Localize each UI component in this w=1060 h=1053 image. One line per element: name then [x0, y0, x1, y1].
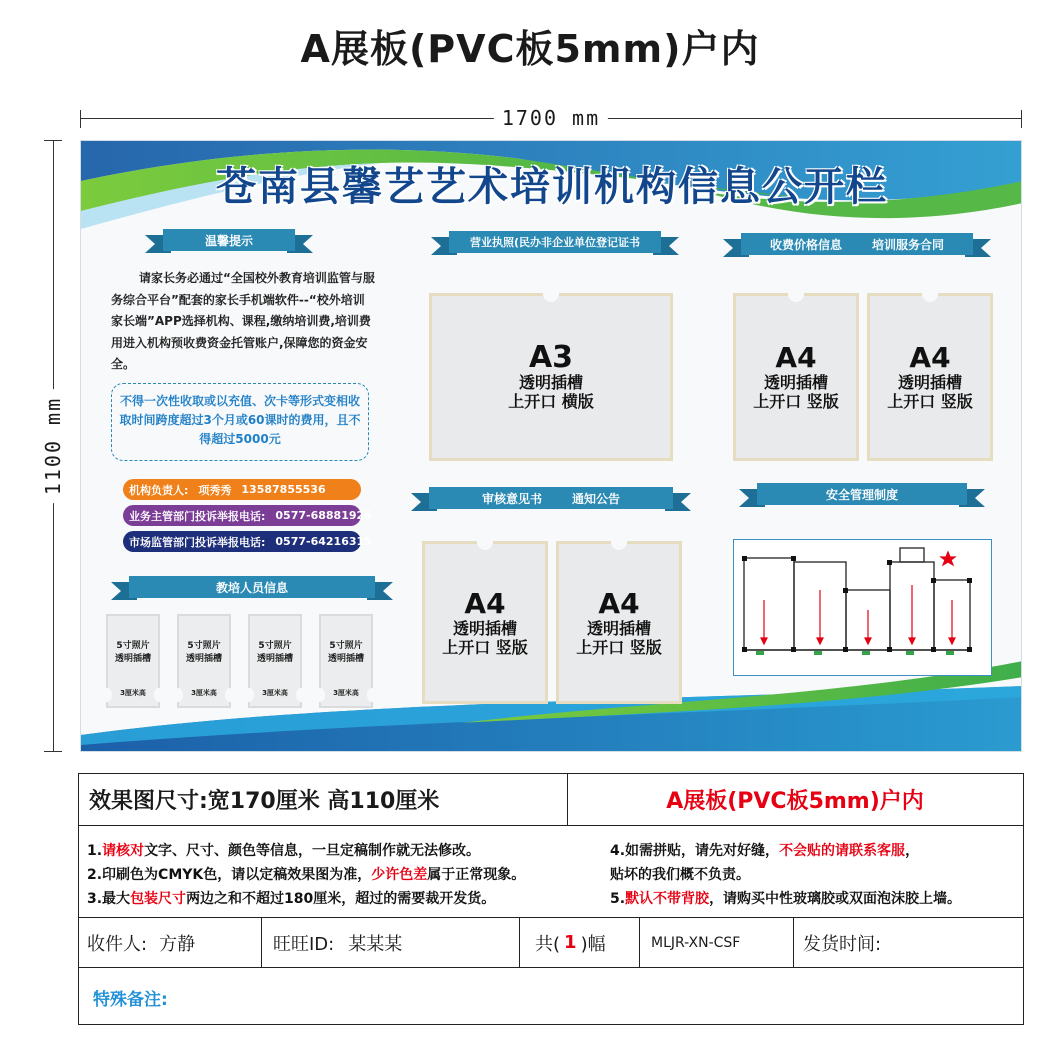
note-line-2 [87, 864, 525, 884]
note-line-1 [87, 840, 480, 860]
note-text: 3.最大 [87, 891, 131, 907]
wangwang-label: 旺旺ID: [273, 933, 335, 955]
fees-a4-slot: A4 透明插槽 上开口 竖版 [733, 293, 859, 461]
review-ribbon [429, 487, 673, 509]
recipient-value: 方静 [159, 933, 196, 955]
contact-business-phone: 0577-68881926 [275, 509, 372, 522]
order-info-table [78, 773, 1024, 1025]
teacher-photo-slot: 5寸照片 透明插槽 3厘米高 [106, 614, 160, 708]
contact-market-phone: 0577-64216315 [275, 535, 372, 548]
safety-heading: 安全管理制度 [757, 483, 967, 505]
width-dimension [80, 108, 1022, 130]
safety-ribbon [757, 483, 967, 505]
fee-rule-box: 不得一次性收取或以充值、次卡等形式变相收取时间跨度超过3个月或60课时的费用，且不得超过5000元 [111, 383, 369, 461]
ship-time-label: 发货时间: [803, 933, 882, 955]
license-heading: 营业执照(民办非企业单位登记证书 [449, 231, 661, 253]
teacher-photo-slot: 5寸照片 透明插槽 3厘米高 [248, 614, 302, 708]
info-row-notes [79, 826, 1023, 918]
height-dimension [42, 140, 64, 752]
note-highlight: 包装尺寸 [130, 891, 187, 907]
info-row-remarks [79, 968, 1023, 1026]
contact-owner-phone: 13587855536 [241, 483, 326, 496]
note-highlight: 不会贴的请联系客服 [779, 843, 906, 859]
wangwang-value: 某某某 [348, 933, 403, 955]
license-ribbon [449, 231, 661, 253]
fees-ribbon [741, 233, 973, 255]
product-code: MLJR-XN-CSF [651, 934, 741, 951]
floor-plan-drawing [734, 540, 990, 674]
contact-pill-owner [123, 479, 361, 500]
effect-size-text: 效果图尺寸:宽170厘米 高110厘米 [89, 789, 440, 814]
tips-paragraph: 请家长务必通过“全国校外教育培训监管与服务综合平台”配套的家长手机端软件--“校外培训家长端”APP选择机构、课程,缴纳培训费,培训费用进入机构预收费资金托管账户,保障您的资金安全。 [111, 271, 375, 371]
note-text: 两边之和不超过180厘米，超过的需要裁开发货。 [186, 891, 496, 907]
wangwang-field [273, 918, 402, 967]
notice-a4-slot: A4 透明插槽 上开口 竖版 [556, 541, 682, 704]
count-field [535, 918, 606, 967]
a3-slot-line2: 上开口 横版 [508, 392, 594, 411]
contact-business-label: 业务主管部门投诉举报电话: [129, 509, 266, 523]
note-text: 1. [87, 843, 103, 859]
material-text: A展板(PVC板5mm)户内 [666, 789, 924, 814]
note-text: 4.如需拼贴，请先对好缝， [610, 843, 780, 859]
license-a3-slot [429, 293, 673, 461]
contact-pill-market [123, 531, 372, 552]
note-text: 贴坏的我们概不负责。 [610, 867, 750, 883]
note-text: ，请购买中性玻璃胶或双面泡沫胶上墙。 [709, 891, 962, 907]
review-heading: 审核意见书 通知公告 [429, 487, 673, 509]
count-value: 1 [564, 932, 577, 953]
recipient-field [87, 918, 195, 967]
note-text: 2.印刷色为CMYK色，请以定稿效果图为准， [87, 867, 372, 883]
contact-owner-name: 项秀秀 [198, 483, 232, 497]
recipient-label: 收件人: [87, 933, 148, 955]
teachers-ribbon [129, 576, 375, 598]
note-line-4-cont [610, 864, 750, 884]
height-dimension-label: 1100 mm [41, 389, 65, 503]
note-line-3 [87, 888, 495, 908]
note-line-5 [610, 888, 961, 908]
teachers-heading: 教培人员信息 [129, 576, 375, 598]
teacher-photo-slot: 5寸照片 透明插槽 3厘米高 [319, 614, 373, 708]
tips-heading: 温馨提示 [163, 229, 295, 251]
note-text: 属于正常现象。 [427, 867, 526, 883]
contact-owner-label: 机构负责人: [129, 483, 189, 497]
teacher-photo-slot: 5寸照片 透明插槽 3厘米高 [177, 614, 231, 708]
count-suffix: )幅 [580, 933, 606, 955]
note-highlight: 少许色差 [371, 867, 428, 883]
tips-ribbon [163, 229, 295, 251]
contact-market-label: 市场监管部门投诉举报电话: [129, 535, 266, 549]
floor-plan-image [733, 539, 992, 676]
fees-heading: 收费价格信息 培训服务合同 [741, 233, 973, 255]
board-title: 苍南县馨艺艺术培训机构信息公开栏 [216, 163, 888, 210]
note-highlight: 请核对 [102, 843, 145, 859]
display-board [80, 140, 1022, 752]
note-text: ， [905, 843, 920, 859]
contact-pill-business [123, 505, 372, 526]
a3-slot-line1: 透明插槽 [518, 373, 583, 392]
contract-a4-slot: A4 透明插槽 上开口 竖版 [867, 293, 993, 461]
a3-size-label: A3 [528, 340, 574, 375]
count-prefix: 共( [535, 933, 561, 955]
review-a4-slot: A4 透明插槽 上开口 竖版 [422, 541, 548, 704]
info-row-recipient [79, 918, 1023, 968]
info-row-size [79, 774, 1023, 826]
remarks-label: 特殊备注: [93, 989, 168, 1010]
note-text: 5. [610, 891, 626, 907]
note-highlight: 默认不带背胶 [625, 891, 710, 907]
note-text: 文字、尺寸、颜色等信息，一旦定稿制作就无法修改。 [144, 843, 481, 859]
width-dimension-label: 1700 mm [494, 106, 608, 130]
note-line-4 [610, 840, 919, 860]
page-title: A展板(PVC板5mm)户内 [300, 27, 760, 71]
